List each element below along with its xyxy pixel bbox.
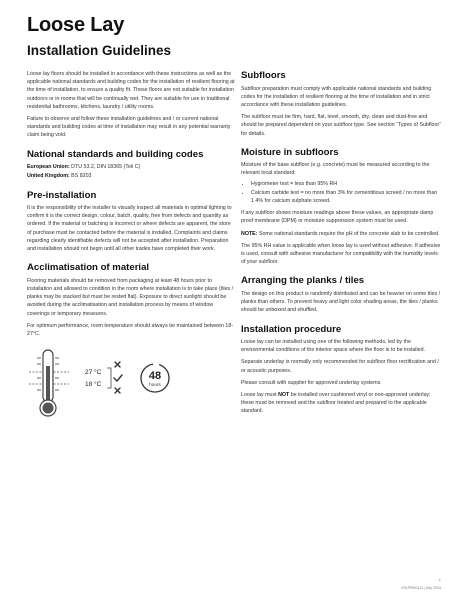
moisture-heading: Moisture in subfloors bbox=[241, 146, 339, 158]
uk-standards bbox=[27, 172, 235, 180]
procedure-text-c: be installed over cushioned vinyl or non-approved underlay; these must be removed and the subfloor treated and prepared to the applicable standard. bbox=[241, 392, 431, 415]
procedure-paragraph-4 bbox=[241, 391, 441, 416]
page-subtitle: Installation Guidelines bbox=[27, 43, 172, 58]
acclimatisation-paragraph-1: Flooring materials should be removed from packaging at least 48 hours prior to installation and allowed to condition in the room where installation is to take place (tiles / planks may be stacked but must be rested flat). Exposure to direct sunlight should be avoided during the acclimatisation and installation process by means of window coverings or temporary measures. bbox=[27, 277, 234, 317]
list-item: • Calcium carbide test = no more than 3% for cementitious screed / no more than 1.4% for calcium sulphate screed. bbox=[251, 189, 441, 205]
list-item: • Hygrometer test = less than 95% RH bbox=[251, 180, 441, 188]
pre-installation-paragraph: It is the responsibility of the installer to visually inspect all materials in optimal lighting to confirm it is the correct design, colour, batch, quality, free from defects and quantity as ordered. If the material or batching is incorrect or where defects are apparent, the store of purchase must be contacted before the material is installed. Complaints and claims regarding clearly identifiable defects will not be accepted after installation. Preparation and installation should not begin until all other trades have completed their work. bbox=[27, 205, 232, 253]
pre-installation-heading: Pre-installation bbox=[27, 189, 97, 201]
moisture-paragraph-3: The 95% RH value is applicable when loose lay is used without adhesive. If adhesive is used, consult with adhesive manufacturer for compatibility with the humidity levels of your subfloor. bbox=[241, 242, 441, 266]
moisture-paragraph-2: If any subfloor shows moisture readings above these values, an appropriate damp proof membrane (DPM) or moisture suppression system must be used. bbox=[241, 210, 434, 225]
procedure-text-a: Loose lay must bbox=[241, 392, 279, 399]
procedure-text-not: NOT bbox=[278, 392, 290, 399]
acclimatisation-heading: Acclimatisation of material bbox=[27, 262, 150, 274]
eu-label: European Union: bbox=[27, 164, 70, 171]
procedure-heading: Installation procedure bbox=[241, 323, 342, 335]
subfloors-heading: Subfloors bbox=[241, 70, 286, 81]
arranging-paragraph: The design on this product is randomly distributed and can be heavier on some tiles / planks than others. To prevent heavy and light color shading areas, the tiles / planks should be unboxed and shuffled. bbox=[241, 290, 441, 314]
eu-standards bbox=[27, 163, 235, 171]
page-title: Loose Lay bbox=[27, 14, 125, 36]
note-label: NOTE: bbox=[241, 230, 258, 237]
thermometer-icon bbox=[27, 344, 235, 424]
acclimatisation-figure bbox=[27, 344, 235, 424]
procedure-paragraph-1: Loose lay can be installed using one of the following methods, led by the environmental conditions of the interior space where the floor is to be installed. bbox=[241, 339, 426, 354]
eu-value: DTU 53.2, DIN 18365 (Teil C) bbox=[71, 164, 141, 171]
procedure-paragraph-3: Please consult with supplier for approved underlay systems. bbox=[241, 379, 382, 386]
right-column bbox=[241, 70, 441, 420]
uk-label: United Kingdom: bbox=[27, 173, 70, 180]
moisture-note bbox=[241, 230, 441, 238]
moisture-list bbox=[241, 180, 441, 206]
footer-code: K01FRSGLO | July 2024 bbox=[401, 586, 441, 590]
uk-value: BS 8203 bbox=[71, 173, 92, 180]
subfloors-paragraph-1: Subfloor preparation must comply with applicable national standards and building codes for the installation of resilient flooring at the time of installation and in strict accordance with these installation guidelines. bbox=[241, 85, 432, 108]
arranging-heading: Arranging the planks / tiles bbox=[241, 275, 365, 287]
page-number: 1 bbox=[438, 577, 441, 582]
left-column bbox=[27, 70, 235, 424]
national-standards-heading: National standards and building codes bbox=[27, 148, 204, 160]
moisture-paragraph-1: Moisture of the base subfloor (e.g. concrete) must be measured according to the relevant local standard: bbox=[241, 162, 430, 177]
temp-low-label: 18 °C bbox=[85, 381, 102, 389]
intro-paragraph-2: Failure to observe and follow these installation guidelines and / or current national standards and building codes at time of installation may result in any potential warranty claim being void. bbox=[27, 116, 231, 139]
procedure-paragraph-2: Separate underlay is normally only recommended for subfloor floor rectification and / or acoustic purposes. bbox=[241, 359, 439, 374]
acclimatisation-paragraph-2: For optimum performance, room temperature should always be maintained between 18-27°C. bbox=[27, 322, 234, 337]
note-text: Some national standards require the pH of the concrete slab to be controlled. bbox=[257, 230, 440, 237]
check-icon bbox=[114, 375, 122, 381]
cross-icon bbox=[115, 388, 120, 393]
hours-number: 48 bbox=[148, 370, 162, 383]
intro-paragraph-1: Loose lay floors should be installed in accordance with these instructions as well as the applicable national standards and building codes for the installation of resilient flooring at the time of installation, to ensure a quality fit. These floors are not suitable for installation outdoors or in rooms that will be continually wet. They are suitable for use in traditional residential bathrooms, kitchens, laundry / utility rooms. bbox=[27, 71, 235, 110]
subfloors-paragraph-2: The subfloor must be firm, hard, flat, level, smooth, dry, clean and dust-free and should be prepared dependent on your subfloor type. See section “Types of Subfloor” for details. bbox=[241, 114, 441, 137]
temp-high-label: 27 °C bbox=[85, 369, 102, 377]
cross-icon bbox=[115, 362, 120, 367]
hours-word: hours bbox=[149, 382, 161, 388]
